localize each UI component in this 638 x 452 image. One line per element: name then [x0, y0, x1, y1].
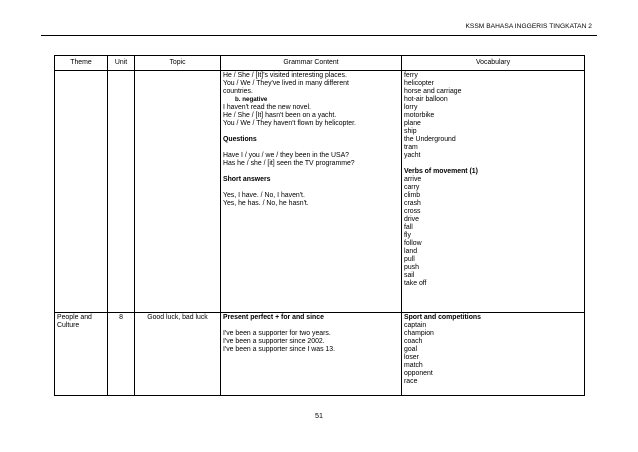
vocab-item: ship	[404, 128, 417, 135]
vocab-item: race	[404, 378, 418, 385]
vocab-item: follow	[404, 240, 422, 247]
vocab-item: land	[404, 248, 418, 255]
theme-cell	[55, 71, 108, 313]
vocab-item: captain	[404, 322, 427, 329]
short-answers-heading: Short answers	[223, 176, 271, 183]
grammar-cell	[221, 313, 402, 396]
grammar-line: You / We / They've lived in many different	[223, 80, 349, 87]
vocab-item: helicopter	[404, 80, 434, 87]
negative-heading: b. negative	[235, 96, 268, 103]
grammar-line: I've been a supporter since 2002.	[223, 338, 325, 345]
column-header-unit: Unit	[108, 56, 135, 71]
vocab-item: coach	[404, 338, 423, 345]
document-header: KSSM BAHASA INGGERIS TINGKATAN 2	[465, 23, 592, 30]
vocab-item: crash	[404, 200, 421, 207]
grammar-line: Have I / you / we / they been in the USA?	[223, 152, 350, 159]
grammar-line: You / We / They haven't flown by helicopter.	[223, 120, 356, 127]
page-number: 51	[315, 411, 323, 420]
vocabulary-cell	[402, 313, 585, 396]
vocab-item: champion	[404, 330, 434, 337]
grammar-line: He / She / [It] hasn't been on a yacht.	[223, 112, 337, 119]
vocab-item: horse and carriage	[404, 88, 462, 95]
column-header-theme: Theme	[55, 56, 108, 71]
vocab-item: hot-air balloon	[404, 96, 448, 103]
grammar-line: He / She / [It]'s visited interesting places.	[223, 72, 347, 79]
movement-heading: Verbs of movement (1)	[404, 168, 478, 175]
vocab-item: sail	[404, 272, 415, 279]
grammar-line: countries.	[223, 88, 253, 95]
vocab-item: push	[404, 264, 419, 271]
grammar-line: Has he / she / [it] seen the TV programme?	[223, 160, 355, 167]
grammar-heading: Present perfect + for and since	[223, 314, 324, 321]
vocab-item: fly	[404, 232, 411, 239]
vocab-item: cross	[404, 208, 421, 215]
vocab-item: arrive	[404, 176, 422, 183]
topic-cell	[135, 71, 221, 313]
column-header-topic: Topic	[135, 56, 221, 71]
vocab-item: fall	[404, 224, 413, 231]
table-row	[55, 71, 585, 313]
vocab-item: tram	[404, 144, 418, 151]
vocab-item: climb	[404, 192, 421, 199]
vocab-item: motorbike	[404, 112, 435, 119]
grammar-line: I haven't read the new novel.	[223, 104, 311, 111]
theme-cell: People and Culture	[55, 313, 108, 396]
table-header-row	[55, 56, 585, 71]
vocab-item: lorry	[404, 104, 418, 111]
header-divider	[41, 35, 597, 36]
vocab-item: drive	[404, 216, 419, 223]
vocab-item: ferry	[404, 72, 418, 79]
vocab-item: goal	[404, 346, 418, 353]
vocab-item: loser	[404, 354, 419, 361]
vocab-heading: Sport and competitions	[404, 314, 481, 321]
syllabus-table	[54, 55, 585, 396]
grammar-line: Yes, I have. / No, I haven't.	[223, 192, 305, 199]
questions-heading: Questions	[223, 136, 257, 143]
vocab-item: take off	[404, 280, 427, 287]
vocab-item: match	[404, 362, 423, 369]
table-row	[55, 313, 585, 396]
grammar-cell	[221, 71, 402, 313]
column-header-vocabulary: Vocabulary	[402, 56, 585, 71]
unit-cell: 8	[108, 313, 135, 396]
vocab-item: opponent	[404, 370, 433, 377]
topic-cell: Good luck, bad luck	[135, 313, 221, 396]
grammar-line: I've been a supporter for two years.	[223, 330, 331, 337]
vocab-item: pull	[404, 256, 415, 263]
vocab-item: the Underground	[404, 136, 456, 143]
vocab-item: plane	[404, 120, 421, 127]
column-header-grammar: Grammar Content	[221, 56, 402, 71]
grammar-line: Yes, he has. / No, he hasn't.	[223, 200, 309, 207]
unit-cell	[108, 71, 135, 313]
vocabulary-cell	[402, 71, 585, 313]
grammar-line: I've been a supporter since I was 13.	[223, 346, 336, 353]
vocab-item: carry	[404, 184, 420, 191]
vocab-item: yacht	[404, 152, 421, 159]
